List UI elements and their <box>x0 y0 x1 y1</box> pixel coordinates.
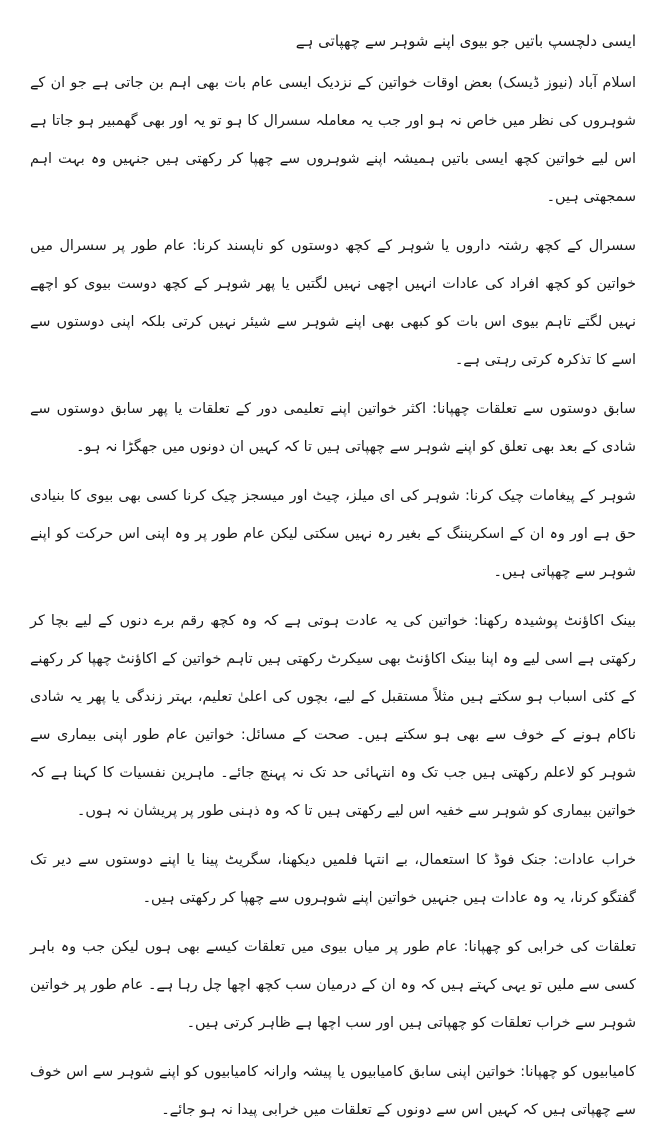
article-paragraph-in-laws: سسرال کے کچھ رشتہ داروں یا شوہر کے کچھ دوستوں کو ناپسند کرنا: عام طور پر سسرال میں خواتین کو کچھ افراد کی عادات انہیں اچھی نہیں لگتیں یا پھر شوہر کے کچھ دوست بیوی کو اچھے نہیں لگتے تاہم بیوی اس بات کو کبھی بھی اپنے شوہر سے شیئر نہیں کرتی بلکہ اپنی دوستوں سے اسے کا تذکرہ کرتی رہتی ہے۔ <box>30 238 636 368</box>
article-paragraph-relationship-problems: تعلقات کی خرابی کو چھپانا: عام طور پر میاں بیوی میں تعلقات کیسے بھی ہوں لیکن جب وہ باہر کسی سے ملیں تو یہی کہتے ہیں کہ وہ ان کے درمیان سب کچھ اچھا چل رہا ہے۔ عام طور پر خواتین شوہر سے خراب تعلقات کو چھپاتی ہیں اور سب اچھا ہے ظاہر کرتی ہیں۔ <box>30 939 636 1031</box>
article-paragraph-checking-messages: شوہر کے پیغامات چیک کرنا: شوہر کی ای میلز، چیٹ اور میسجز چیک کرنا کسی بھی بیوی کا بنیادی حق ہے اور وہ ان کے اسکریننگ کے بغیر رہ نہیں سکتی لیکن عام طور پر وہ اپنی اس حرکت کو اپنے شوہر سے چھپاتی ہیں۔ <box>30 488 636 580</box>
article-title: ایسی دلچسپ باتیں جو بیوی اپنے شوہر سے چھپاتی ہے <box>295 32 636 50</box>
article <box>30 22 636 1140</box>
article-paragraph-bank-account: بینک اکاؤنٹ پوشیدہ رکھنا: خواتین کی یہ عادت ہوتی ہے کہ وہ کچھ رقم برے دنوں کے لیے بچا کر رکھتی ہے اسی لیے وہ اپنا بینک اکاؤنٹ بھی سیکرٹ رکھتی ہیں تاہم خواتین کے اکاؤنٹ چھپا کر رکھنے کے کئی اسباب ہو سکتے ہیں مثلاً مستقبل کے لیے، بچوں کی اعلیٰ تعلیم، بہتر زندگی یا پھر یہ شادی ناکام ہونے کے خوف سے بھی ہو سکتے ہیں۔ صحت کے مسائل: خواتین عام طور اپنی بیماری سے شوہر کو لاعلم رکھتی ہیں جب تک وہ انتہائی حد تک نہ پہنچ جائے۔ ماہرین نفسیات کا کہنا ہے کہ خواتین بیماری کو شوہر سے خفیہ اس لیے رکھتی ہیں تا کہ وہ ذہنی طور پر پریشان نہ ہوں۔ <box>30 613 636 819</box>
article-paragraph-former-friends: سابق دوستوں سے تعلقات چھپانا: اکثر خواتین اپنے تعلیمی دور کے تعلقات یا پھر سابق دوستوں سے شادی کے بعد بھی تعلق کو اپنے شوہر سے چھپاتی ہیں تا کہ کہیں ان دونوں میں جھگڑا نہ ہو۔ <box>30 401 636 455</box>
article-paragraph-achievements: کامیابیوں کو چھپانا: خواتین اپنی سابق کامیابیوں یا پیشہ وارانہ کامیابیوں کو اپنے شوہر سے اس خوف سے چھپاتی ہیں کہ کہیں اس سے دونوں کے تعلقات میں خرابی پیدا نہ ہو جائے۔ <box>30 1064 636 1118</box>
article-paragraph-intro: اسلام آباد (نیوز ڈیسک) بعض اوقات خواتین کے نزدیک ایسی عام بات بھی اہم بن جاتی ہے جو ان کے شوہروں کی نظر میں خاص نہ ہو اور جب یہ معاملہ سسرال کا ہو تو یہ اور بھی گھمبیر ہو جاتا ہے اس لیے خواتین کچھ ایسی باتیں ہمیشہ اپنے شوہروں سے چھپا کر رکھتی ہیں جنہیں وہ بہت اہم سمجھتی ہیں۔ <box>30 75 636 205</box>
article-paragraph-bad-habits: خراب عادات: جنک فوڈ کا استعمال، بے انتہا فلمیں دیکھنا، سگریٹ پینا یا اپنے دوستوں سے دیر تک گفتگو کرنا، یہ وہ عادات ہیں جنہیں خواتین اپنے شوہروں سے چھپا کر رکھتی ہیں۔ <box>30 852 636 906</box>
